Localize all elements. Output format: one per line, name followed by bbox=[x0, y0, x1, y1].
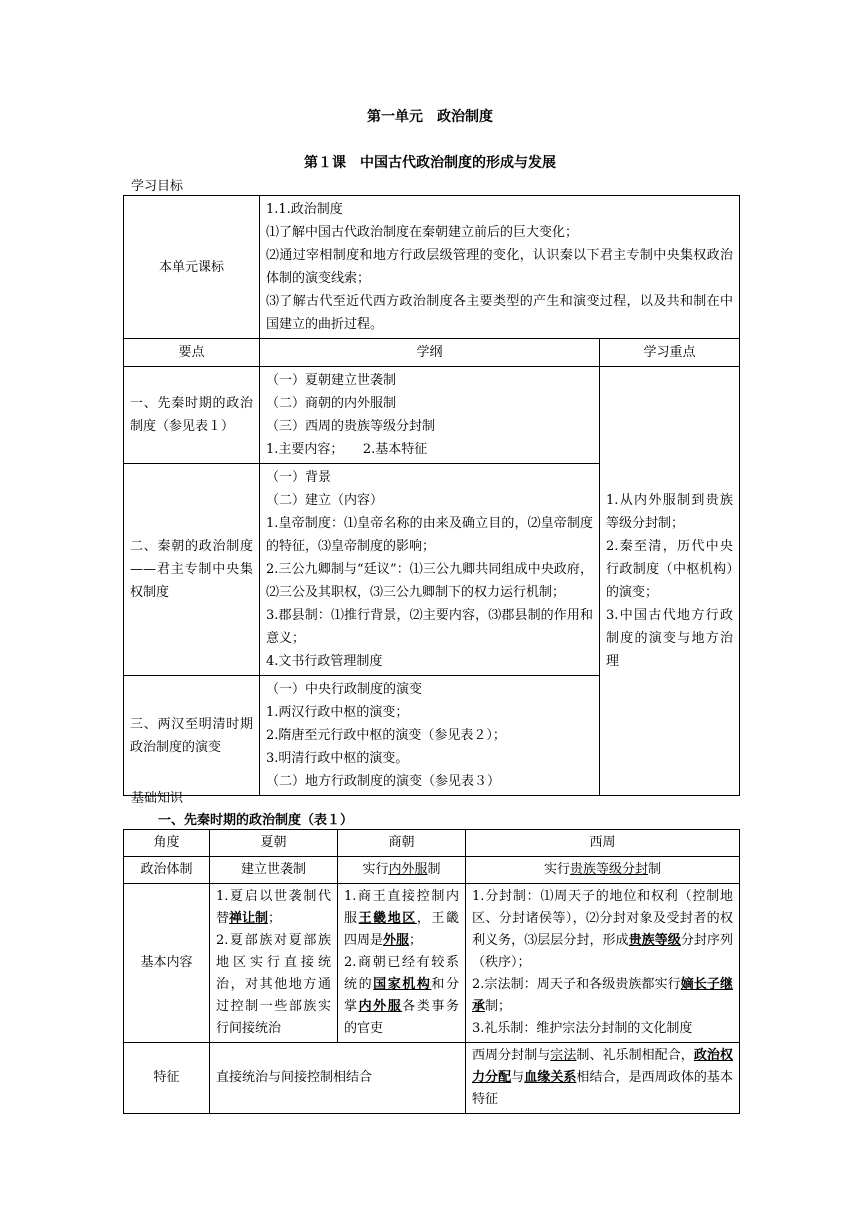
zhou-content-cell bbox=[466, 884, 740, 1043]
header-focus: 学习重点 bbox=[600, 339, 740, 367]
underlined-term: 嫡长子继承 bbox=[472, 977, 733, 1014]
content-line bbox=[472, 974, 733, 1018]
content-line bbox=[344, 952, 459, 1040]
text: 1.夏启以世袭制代替 bbox=[216, 889, 331, 926]
outline-line: （二）地方行政制度的演变（参见表３） bbox=[266, 774, 501, 789]
text: 制 bbox=[427, 862, 441, 877]
underlined-term: 政治权力分配 bbox=[472, 1048, 733, 1085]
text: 各类事务的官吏 bbox=[344, 999, 459, 1036]
text: 分封序列（秩序）； bbox=[472, 933, 733, 970]
underlined-term: 内外服 bbox=[358, 999, 403, 1014]
outline-line: （一）夏朝建立世袭制 bbox=[266, 373, 397, 388]
outline-line: 4.文书行政管理制度 bbox=[266, 654, 383, 669]
text: 2.商朝已经有较系统的 bbox=[344, 955, 459, 992]
content-line bbox=[344, 886, 459, 952]
goals-header-row bbox=[124, 339, 740, 367]
standard-line: ⑵通过宰相制度和地方行政层级管理的变化，认识秦以下君主专制中央集权政治体制的演变线索； bbox=[266, 248, 734, 286]
learning-goals-table bbox=[123, 195, 740, 796]
outline-line: 1.两汉行政中枢的演变； bbox=[266, 705, 409, 720]
header-zhou: 西周 bbox=[466, 830, 740, 857]
shang-content-cell bbox=[338, 884, 466, 1043]
outline-line: （二）商朝的内外服制 bbox=[266, 396, 397, 411]
pre-qin-table bbox=[123, 829, 740, 1114]
text: 制、礼乐制相配合， bbox=[576, 1048, 694, 1063]
focus-cell bbox=[600, 367, 740, 796]
content-line bbox=[216, 886, 331, 930]
content-line: 2.夏部族对夏部族地区实行直接统治，对其他地方通过控制一些部族实行间接统治 bbox=[216, 933, 331, 1036]
standard-line: ⑴了解中国古代政治制度在秦朝建立前后的巨大变化； bbox=[266, 225, 579, 240]
shang-system-cell bbox=[338, 857, 466, 884]
header-key-points: 要点 bbox=[124, 339, 260, 367]
underlined-term: 宗法 bbox=[550, 1048, 577, 1063]
zhou-feature-cell bbox=[466, 1043, 740, 1114]
political-system-row bbox=[124, 857, 740, 884]
text: ，王畿四周是 bbox=[344, 911, 459, 948]
row-label: 特征 bbox=[124, 1043, 210, 1114]
underlined-term: 国家机构 bbox=[373, 977, 432, 992]
outline-line: （一）背景 bbox=[266, 470, 332, 485]
text: 与 bbox=[511, 1070, 525, 1085]
outline-line: 1.主要内容； 2.基本特征 bbox=[266, 442, 428, 457]
goals-label: 学习目标 bbox=[131, 179, 184, 194]
xia-system-cell: 建立世袭制 bbox=[210, 857, 338, 884]
text: 相结合，是西周政体的基本特征 bbox=[472, 1070, 733, 1107]
text: 实行 bbox=[362, 862, 389, 877]
standard-label: 本单元课标 bbox=[124, 196, 260, 339]
underlined-term: 王畿地区 bbox=[358, 911, 417, 926]
outline-line: 3.郡县制：⑴推行背景，⑵主要内容，⑶郡县制的作用和意义； bbox=[266, 608, 593, 646]
underlined-term: 外服 bbox=[383, 933, 410, 948]
outline-line: 1.皇帝制度：⑴皇帝名称的由来及确立目的，⑵皇帝制度的特征，⑶皇帝制度的影响； bbox=[266, 516, 593, 554]
basics-label: 基础知识 bbox=[131, 791, 184, 806]
feature-row bbox=[124, 1043, 740, 1114]
header-xia: 夏朝 bbox=[210, 830, 338, 857]
focus-line: 2.秦至清，历代中央行政制度（中枢机构）的演变； bbox=[606, 539, 734, 600]
focus-line: 1.从内外服制到贵族等级分封制； bbox=[606, 493, 734, 531]
text: 1.分封制：⑴周天子的地位和权利（控制地区、分封诸侯等），⑵分封对象及受封者的权利义务，⑶层层分封，形成 bbox=[472, 889, 733, 948]
underlined-term: 内外服 bbox=[388, 862, 428, 877]
lesson-title: 第１课 中国古代政治制度的形成与发展 bbox=[304, 155, 556, 171]
basic-content-row bbox=[124, 884, 740, 1043]
content-line: 3.礼乐制：维护宗法分封制的文化制度 bbox=[472, 1021, 693, 1036]
content-line bbox=[472, 886, 733, 974]
text: 和分掌 bbox=[344, 977, 459, 1014]
unit-title: 第一单元 政治制度 bbox=[367, 109, 493, 125]
outline-line: （三）西周的贵族等级分封制 bbox=[266, 419, 436, 434]
xia-shang-feature-cell: 直接统治与间接控制相结合 bbox=[210, 1043, 466, 1114]
text: ； bbox=[409, 933, 423, 948]
standard-content bbox=[260, 196, 740, 339]
underlined-term: 贵族等级 bbox=[628, 933, 681, 948]
text: 1.商王直接控制内服 bbox=[344, 889, 459, 926]
text: ； bbox=[268, 911, 282, 926]
underlined-term: 贵族等级分封 bbox=[569, 862, 648, 877]
outline-line: 2.隋唐至元行政中枢的演变（参见表２）； bbox=[266, 728, 506, 743]
outline-cell bbox=[260, 464, 600, 676]
outline-line: （二）建立（内容） bbox=[266, 493, 384, 508]
header-shang: 商朝 bbox=[338, 830, 466, 857]
key-point-cell: 一、先秦时期的政治制度（参见表１） bbox=[124, 367, 260, 464]
header-aspect: 角度 bbox=[124, 830, 210, 857]
text: 实行 bbox=[543, 862, 570, 877]
outline-cell bbox=[260, 367, 600, 464]
text: 西周分封制与 bbox=[472, 1048, 551, 1063]
table1-header-row bbox=[124, 830, 740, 857]
standard-line: ⑶了解古代至近代西方政治制度各主要类型的产生和演变过程，以及共和制在中国建立的曲折过程。 bbox=[266, 294, 734, 332]
text: 2.宗法制：周天子和各级贵族都实行 bbox=[472, 977, 681, 992]
standard-line: 1.1.政治制度 bbox=[266, 202, 343, 217]
key-point-cell: 二、秦朝的政治制度——君主专制中央集权制度 bbox=[124, 464, 260, 676]
outline-line: 2.三公九卿制与“廷议”：⑴三公九卿共同组成中央政府，⑵三公及其职权，⑶三公九卿制下的权力运行机制； bbox=[266, 562, 593, 600]
outline-cell bbox=[260, 676, 600, 796]
text: 制； bbox=[485, 999, 512, 1014]
header-outline: 学纲 bbox=[260, 339, 600, 367]
xia-content-cell bbox=[210, 884, 338, 1043]
curriculum-standard-row bbox=[124, 196, 740, 339]
row-label: 基本内容 bbox=[124, 884, 210, 1043]
underlined-term: 血缘关系 bbox=[524, 1070, 577, 1085]
key-point-cell: 三、两汉至明清时期政治制度的演变 bbox=[124, 676, 260, 796]
row-label: 政治体制 bbox=[124, 857, 210, 884]
focus-line: 3.中国古代地方行政制度的演变与地方治理 bbox=[606, 608, 734, 669]
section-title: 一、先秦时期的政治制度（表１） bbox=[158, 813, 354, 828]
goals-row bbox=[124, 367, 740, 464]
underlined-term: 禅让制 bbox=[229, 911, 269, 926]
text: 制 bbox=[648, 862, 662, 877]
zhou-system-cell bbox=[466, 857, 740, 884]
outline-line: 3.明清行政中枢的演变。 bbox=[266, 751, 409, 766]
outline-line: （一）中央行政制度的演变 bbox=[266, 682, 423, 697]
